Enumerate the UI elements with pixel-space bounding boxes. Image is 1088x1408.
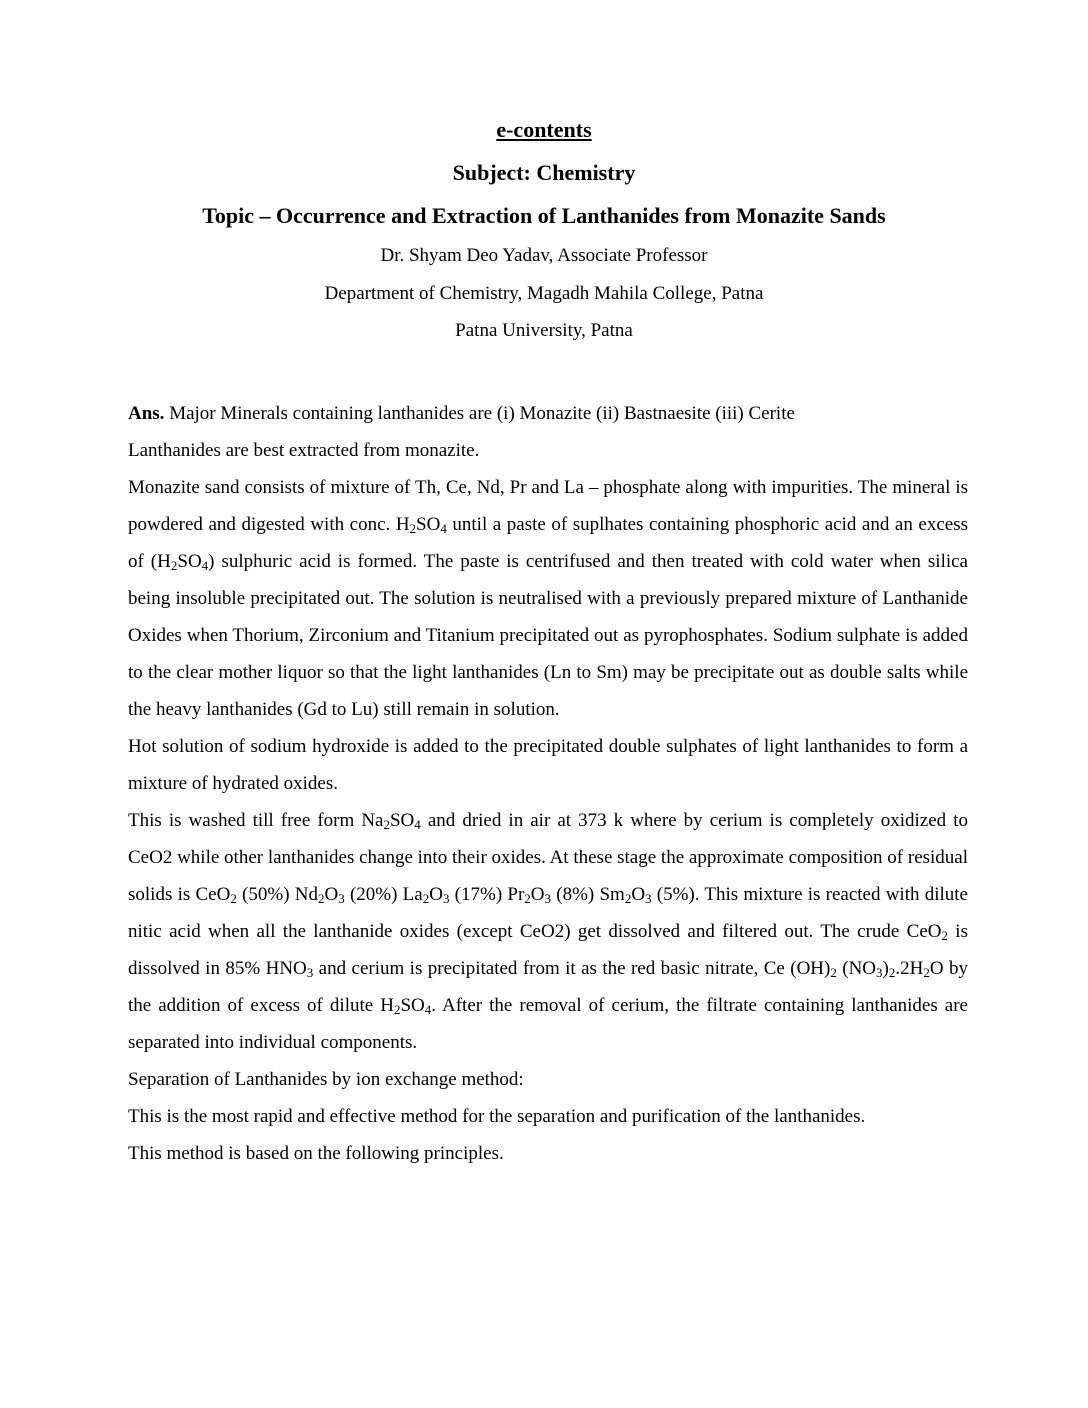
document-body [128, 395, 968, 1172]
subject-heading: Subject: Chemistry [452, 160, 636, 185]
principles-paragraph: This method is based on the following principles. [128, 1143, 504, 1164]
hydroxide-paragraph: Hot solution of sodium hydroxide is added to the precipitated double sulphates of light lanthanides to form a mixture of hydrated oxides. [128, 736, 968, 794]
author-line: Dr. Shyam Deo Yadav, Associate Professor [380, 245, 708, 266]
method-paragraph: This is the most rapid and effective method for the separation and purification of the lanthanides. [128, 1106, 866, 1127]
cerium-paragraph: This is washed till free form $Na_2SO_4$ and dried in air at 373 k where by cerium is completely oxidized to CeO2 while other lanthanides change into their oxides. At these stage the approximate composition of residual solids is CeO$_2$ (50%) $Nd_2O_3$ (20%) $La_2O_3$ (17%) $Pr_2O_3$ (8%) $Sm_2O_3$ (5%). This mixture is reacted with dilute nitic acid when all the lanthanide oxides (except CeO2) get dissolved and filtered out. The crude CeO$_2$ is dissolved in 85% $HNO_3$ and cerium is precipitated from it as the red basic nitrate, Ce $(OH)_2$ $(NO_3)_2.2H_2O$ by the addition of excess of dilute $H_2SO_4$. After the removal of cerium, the filtrate containing lanthanides are separated into individual components. [128, 810, 969, 1053]
topic-heading: Topic – Occurrence and Extraction of Lanthanides from Monazite Sands [202, 203, 886, 228]
extraction-paragraph: Lanthanides are best extracted from monazite. [128, 440, 480, 461]
department-line: Department of Chemistry, Magadh Mahila College, Patna [324, 283, 764, 304]
minerals-text: Major Minerals containing lanthanides are (i) Monazite (ii) Bastnaesite (iii) Cerite [169, 403, 795, 424]
econtents-heading: e-contents [496, 117, 592, 142]
monazite-paragraph: Monazite sand consists of mixture of Th, Ce, Nd, Pr and La – phosphate along with impurities. The mineral is powdered and digested with conc. $H_2SO_4$ until a paste of suplhates containing phosphoric acid and an excess of $(H_2SO_4)$ sulphuric acid is formed. The paste is centrifused and then treated with cold water when silica being insoluble precipitated out. The solution is neutralised with a previously prepared mixture of Lanthanide Oxides when Thorium, Zirconium and Titanium precipitated out as pyrophosphates. Sodium sulphate is added to the clear mother liquor so that the light lanthanides (Ln to Sm) may be precipitate out as double salts while the heavy lanthanides (Gd to Lu) still remain in solution. [128, 477, 968, 720]
answer-paragraph [128, 395, 968, 432]
university-line: Patna University, Patna [455, 320, 633, 341]
ion-exchange-heading: Separation of Lanthanides by ion exchange method: [128, 1069, 524, 1090]
ans-label: Ans. [128, 403, 165, 424]
